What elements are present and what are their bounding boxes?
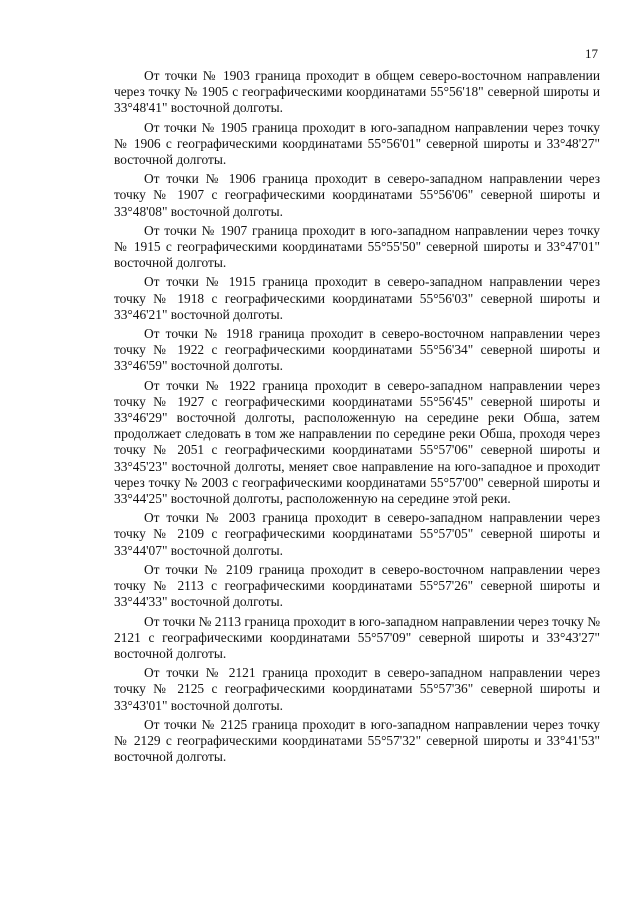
paragraph-6: От точки № 1918 граница проходит в северо-восточном направлении через точку № 1922 с географическими координатами 55°56'34" северной широты и 33°46'59" восточной долготы. — [114, 326, 600, 374]
paragraph-8: От точки № 2003 граница проходит в северо-западном направлении через точку № 2109 с географическими координатами 55°57'05" северной широты и 33°44'07" восточной долготы. — [114, 510, 600, 558]
paragraph-11: От точки № 2121 граница проходит в северо-западном направлении через точку № 2125 с географическими координатами 55°57'36" северной широты и 33°43'01" восточной долготы. — [114, 665, 600, 713]
paragraph-4: От точки № 1907 граница проходит в юго-западном направлении через точку № 1915 с географическими координатами 55°55'50" северной широты и 33°47'01" восточной долготы. — [114, 222, 600, 271]
document-body — [114, 68, 600, 768]
paragraph-7: От точки № 1922 граница проходит в северо-западном направлении через точку № 1927 с географическими координатами 55°56'45" северной широты и 33°46'29" восточной долготы, расположенную на середине реки Обша, затем продолжает следовать в том же направлении по середине реки Обша, проходя через точку № 2051 с географическими координатами 55°57'06" северной широты и 33°45'23" восточной долготы, меняет свое направление на юго-западное и проходит через точку № 2003 с географическими координатами 55°57'00" северной широты и 33°44'25" восточной долготы, расположенную на середине этой реки. — [114, 377, 600, 507]
paragraph-12: От точки № 2125 граница проходит в юго-западном направлении через точку № 2129 с географическими координатами 55°57'32" северной широты и 33°41'53" восточной долготы. — [114, 716, 600, 765]
paragraph-2: От точки № 1905 граница проходит в юго-западном направлении через точку № 1906 с географическими координатами 55°56'01" северной широты и 33°48'27" восточной долготы. — [114, 119, 600, 168]
paragraph-9: От точки № 2109 граница проходит в северо-восточном направлении через точку № 2113 с географическими координатами 55°57'26" северной широты и 33°44'33" восточной долготы. — [114, 561, 600, 610]
page-number: 17 — [585, 46, 598, 61]
paragraph-5: От точки № 1915 граница проходит в северо-западном направлении через точку № 1918 с географическими координатами 55°56'03" северной широты и 33°46'21" восточной долготы. — [114, 274, 600, 322]
paragraph-3: От точки № 1906 граница проходит в северо-западном направлении через точку № 1907 с географическими координатами 55°56'06" северной широты и 33°48'08" восточной долготы. — [114, 171, 600, 219]
paragraph-10: От точки № 2113 граница проходит в юго-западном направлении через точку № 2121 с географическими координатами 55°57'09" северной широты и 33°43'27" восточной долготы. — [114, 613, 600, 661]
paragraph-1: От точки № 1903 граница проходит в общем северо-восточном направлении через точку № 1905 с географическими координатами 55°56'18" северной широты и 33°48'41" восточной долготы. — [114, 68, 600, 116]
